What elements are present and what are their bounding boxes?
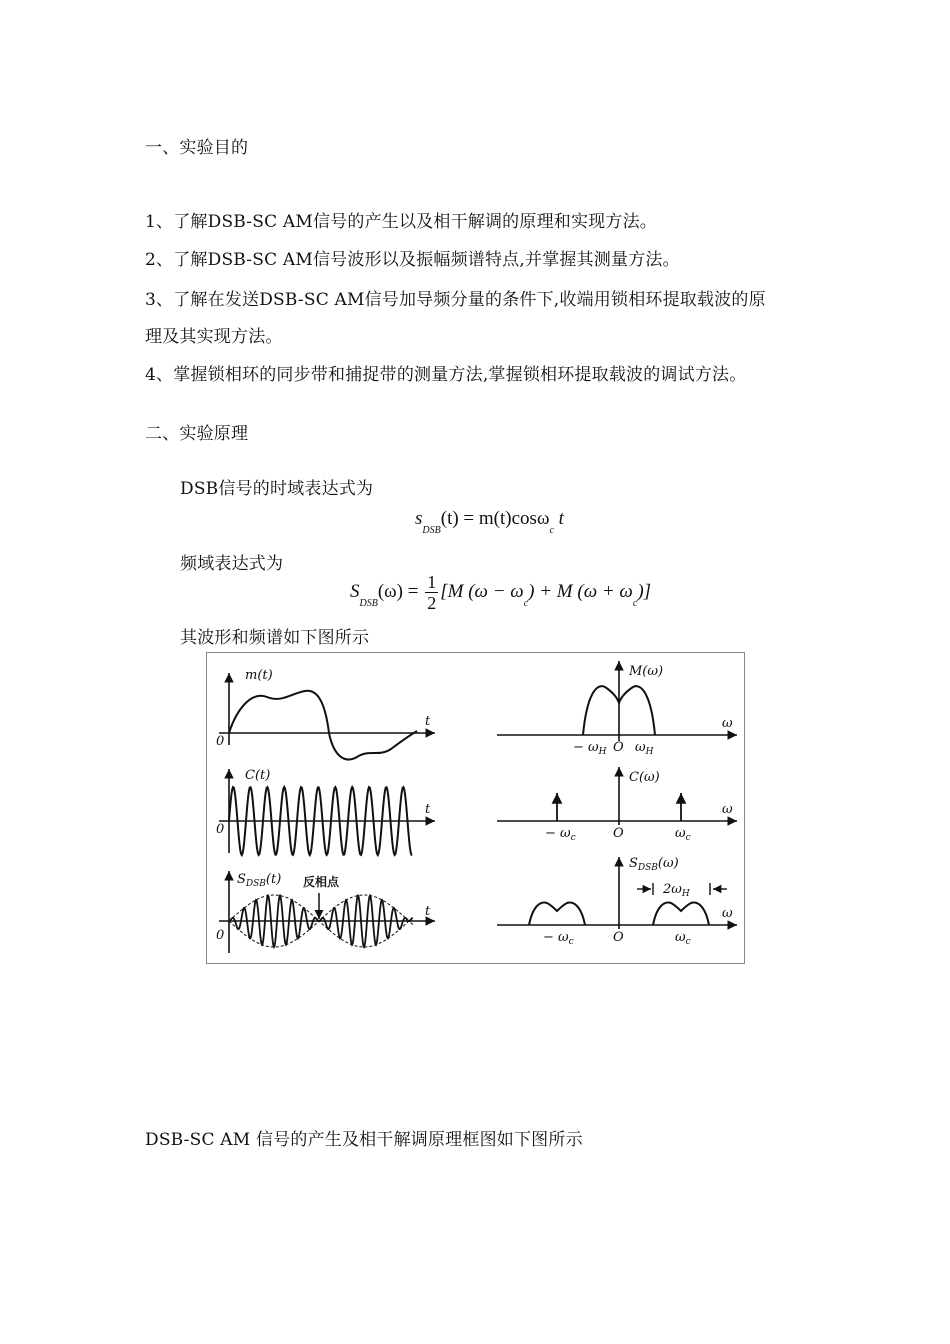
freq-domain-intro: 频域表达式为 bbox=[180, 554, 284, 574]
sw-spectrum-pos bbox=[653, 903, 709, 925]
objective-item-4: 4、掌握锁相环的同步带和捕捉带的测量方法,掌握锁相环提取载波的调试方法。 bbox=[145, 365, 747, 385]
ct-label: C(t) bbox=[245, 768, 271, 783]
st-t-label: t bbox=[425, 904, 431, 919]
ct-zero-label: 0 bbox=[216, 822, 225, 837]
objective-item-1: 1、了解DSB-SC AM信号的产生以及相干解调的原理和实现方法。 bbox=[145, 212, 657, 232]
cw-wc: $\omega_c$ bbox=[675, 826, 691, 843]
figure-canvas bbox=[207, 653, 744, 963]
mt-zero-label: 0 bbox=[216, 734, 225, 749]
sw-neg-wc: − $\omega_c$ bbox=[543, 930, 574, 947]
freq-domain-equation: $S_{DSB}(\omega)$ = $\frac{1}{2}$ [M $(\omega - \omega_c) + M$ $(\omega + \omega_c)$] bbox=[350, 572, 652, 613]
st-zero-label: 0 bbox=[216, 928, 225, 943]
ct-t-label: t bbox=[425, 802, 431, 817]
phase-reversal-label: 反相点 bbox=[303, 875, 340, 889]
waveform-spectrum-figure bbox=[206, 652, 745, 964]
sw-bandwidth: $2\omega_H$ bbox=[663, 882, 690, 899]
cw-w-label: ω bbox=[722, 802, 733, 817]
section1-heading: 一、实验目的 bbox=[145, 138, 249, 158]
cw-origin: O bbox=[613, 826, 624, 841]
mt-waveform bbox=[229, 691, 417, 760]
sw-wc: $\omega_c$ bbox=[675, 930, 691, 947]
mt-label: m(t) bbox=[245, 668, 273, 683]
cw-label: C(ω) bbox=[629, 770, 660, 785]
objective-item-2: 2、了解DSB-SC AM信号波形以及振幅频谱特点,并掌握其测量方法。 bbox=[145, 250, 680, 270]
mw-label: M(ω) bbox=[629, 664, 664, 679]
st-label: $S_{DSB}(t)$ bbox=[237, 872, 282, 889]
mw-w-label: ω bbox=[722, 716, 733, 731]
time-domain-equation: $s_{DSB}(t) = m(t)\cos\omega_c$ t bbox=[415, 508, 564, 536]
sw-origin: O bbox=[613, 930, 624, 945]
mt-t-label: t bbox=[425, 714, 431, 729]
cw-neg-wc: − $\omega_c$ bbox=[545, 826, 576, 843]
block-diagram-intro: DSB-SC AM 信号的产生及相干解调原理框图如下图所示 bbox=[145, 1130, 583, 1150]
sw-label: $S_{DSB}(\omega)$ bbox=[629, 856, 679, 873]
time-domain-intro: DSB信号的时域表达式为 bbox=[180, 479, 374, 499]
sw-w-label: ω bbox=[722, 906, 733, 921]
mw-wh: $\omega_H$ bbox=[635, 740, 654, 757]
mw-origin: O bbox=[613, 740, 624, 755]
sw-spectrum-neg bbox=[529, 903, 585, 925]
figure-intro: 其波形和频谱如下图所示 bbox=[180, 628, 370, 648]
objective-item-3-cont: 理及其实现方法。 bbox=[145, 327, 283, 347]
section2-heading: 二、实验原理 bbox=[145, 424, 249, 444]
objective-item-3: 3、了解在发送DSB-SC AM信号加导频分量的条件下,收端用锁相环提取载波的原 bbox=[145, 290, 766, 310]
mw-neg-wh: − $\omega_H$ bbox=[573, 740, 607, 757]
